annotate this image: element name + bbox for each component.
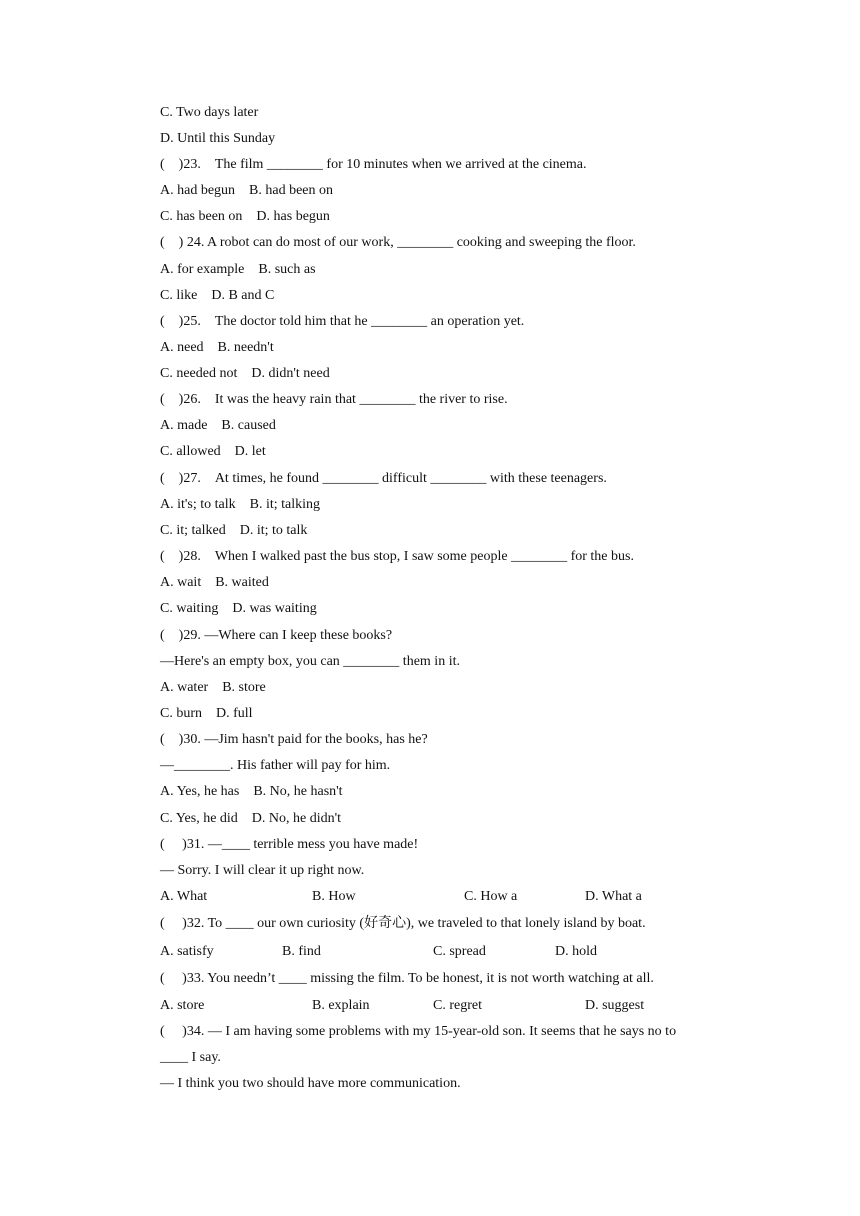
question-31-options [160,886,740,908]
option-b: B. How [312,889,356,904]
option-line: C. has been on D. has begun [160,209,330,224]
option-line: A. water B. store [160,680,266,695]
option-line: C. like D. B and C [160,288,275,303]
option-line: A. wait B. waited [160,575,269,590]
option-line: C. Yes, he did D. No, he didn't [160,811,342,826]
option-line: D. Until this Sunday [160,131,276,146]
question-23: ( )23. The film ________ for 10 minutes when we arrived at the cinema. [160,157,587,172]
question-30: ( )30. —Jim hasn't paid for the books, has he? [160,732,428,747]
question-34: ( )34. — I am having some problems with my 15-year-old son. It seems that he says no to [160,1024,677,1039]
dialogue-line: — Sorry. I will clear it up right now. [160,863,365,878]
option-c: C. regret [433,998,482,1013]
option-line: C. Two days later [160,105,259,120]
question-25: ( )25. The doctor told him that he ________ an operation yet. [160,314,525,329]
dialogue-line: —________. His father will pay for him. [160,758,391,773]
option-line: A. it's; to talk B. it; talking [160,497,321,512]
option-line: C. needed not D. didn't need [160,366,330,381]
option-b: B. explain [312,998,370,1013]
question-33: ( )33. You needn’t ____ missing the film. To be honest, it is not worth watching at all. [160,971,654,986]
dialogue-line: — I think you two should have more communication. [160,1076,461,1091]
option-d: D. hold [555,944,597,959]
option-line: C. allowed D. let [160,444,266,459]
option-line: A. Yes, he has B. No, he hasn't [160,784,343,799]
option-c: C. How a [464,889,518,904]
option-line: C. waiting D. was waiting [160,601,317,616]
option-line: A. had begun B. had been on [160,183,334,198]
question-27: ( )27. At times, he found ________ difficult ________ with these teenagers. [160,471,607,486]
question-32-options [160,941,740,963]
option-b: B. find [282,944,321,959]
question-29: ( )29. —Where can I keep these books? [160,628,393,643]
option-a: A. store [160,998,205,1013]
option-a: A. What [160,889,208,904]
question-31: ( )31. —____ terrible mess you have made! [160,837,419,852]
question-26: ( )26. It was the heavy rain that ________ the river to rise. [160,392,508,407]
question-28: ( )28. When I walked past the bus stop, I saw some people ________ for the bus. [160,549,634,564]
option-line: A. for example B. such as [160,262,316,277]
option-d: D. What a [585,889,642,904]
question-32: ( )32. To ____ our own curiosity (好奇心), we traveled to that lonely island by boat. [160,916,646,931]
option-a: A. satisfy [160,944,214,959]
option-line: C. burn D. full [160,706,253,721]
option-line: C. it; talked D. it; to talk [160,523,308,538]
dialogue-line: —Here's an empty box, you can ________ them in it. [160,654,460,669]
question-34-continued: ____ I say. [160,1050,221,1065]
option-d: D. suggest [585,998,645,1013]
option-line: A. made B. caused [160,418,276,433]
option-c: C. spread [433,944,486,959]
option-line: A. need B. needn't [160,340,274,355]
question-24: ( ) 24. A robot can do most of our work, ________ cooking and sweeping the floor. [160,235,636,250]
question-33-options [160,995,740,1017]
